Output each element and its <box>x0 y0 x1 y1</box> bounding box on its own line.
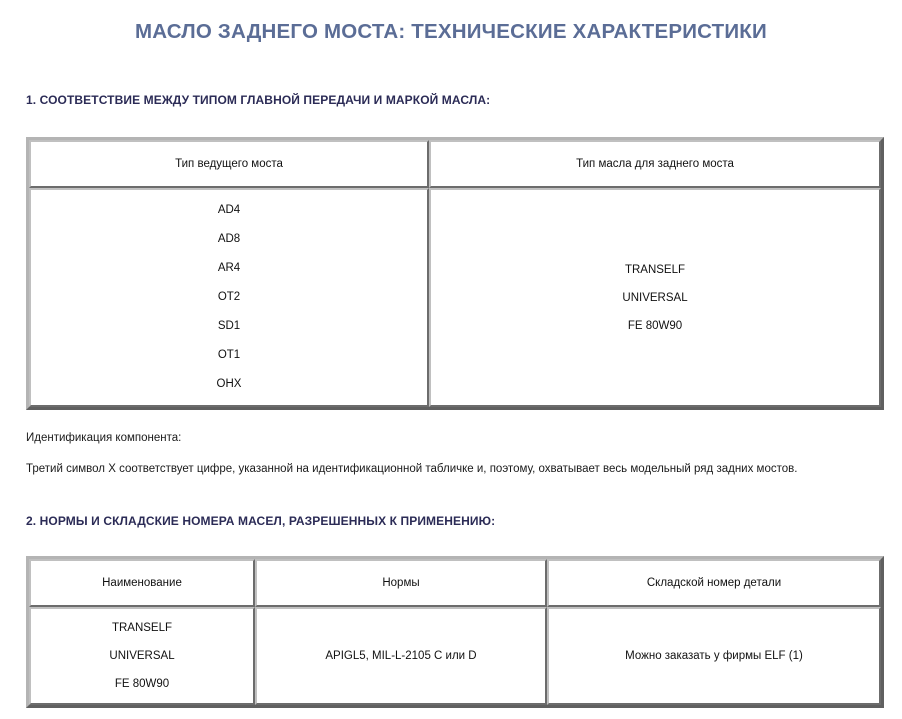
cell-axle-type-list <box>29 188 429 407</box>
axle-type-value: OT2 <box>217 291 241 303</box>
table-row <box>29 188 881 407</box>
table-header-row <box>29 140 881 188</box>
oil-standards-table-container <box>0 529 902 708</box>
cell-standards: APIGL5, MIL-L-2105 C или D <box>255 607 547 705</box>
note-label: Идентификация компонента: <box>26 432 182 444</box>
oil-name-value: FE 80W90 <box>114 678 170 690</box>
column-header-axle-type: Тип ведущего моста <box>29 140 429 188</box>
axle-oil-table <box>26 137 884 410</box>
page-title: МАСЛО ЗАДНЕГО МОСТА: ТЕХНИЧЕСКИЕ ХАРАКТЕРИСТИКИ <box>135 20 767 43</box>
axle-type-value: OHX <box>216 378 242 390</box>
axle-type-value: AD8 <box>217 233 241 245</box>
oil-name-value: TRANSELF <box>111 622 173 634</box>
oil-standards-table <box>26 556 884 708</box>
axle-type-value: AD4 <box>217 204 241 216</box>
axle-type-value: OT1 <box>217 349 241 361</box>
table-header-row <box>29 559 881 607</box>
column-header-part-number: Складской номер детали <box>547 559 881 607</box>
oil-name-value: UNIVERSAL <box>109 650 175 662</box>
note-text: Третий символ X соответствует цифре, указанной на идентификационной табличке и, поэтому, охватывает весь модельный ряд задних мостов. <box>26 463 798 475</box>
table-row <box>29 607 881 705</box>
cell-part-number: Можно заказать у фирмы ELF (1) <box>547 607 881 705</box>
section-1-heading: 1. СООТВЕТСТВИЕ МЕЖДУ ТИПОМ ГЛАВНОЙ ПЕРЕДАЧИ И МАРКОЙ МАСЛА: <box>26 93 491 107</box>
column-header-name: Наименование <box>29 559 255 607</box>
cell-oil-name <box>29 607 255 705</box>
component-identification-note <box>0 410 902 481</box>
oil-type-value: UNIVERSAL <box>622 291 688 304</box>
oil-type-value: FE 80W90 <box>627 319 683 332</box>
cell-oil-type <box>429 188 881 407</box>
axle-type-value: SD1 <box>217 320 241 332</box>
section-2-heading: 2. НОРМЫ И СКЛАДСКИЕ НОМЕРА МАСЕЛ, РАЗРЕШЕННЫХ К ПРИМЕНЕНИЮ: <box>26 514 496 528</box>
oil-type-value: TRANSELF <box>624 263 686 276</box>
axle-oil-table-container <box>0 108 902 410</box>
axle-type-value: AR4 <box>217 262 241 274</box>
column-header-oil-type: Тип масла для заднего моста <box>429 140 881 188</box>
column-header-standards: Нормы <box>255 559 547 607</box>
